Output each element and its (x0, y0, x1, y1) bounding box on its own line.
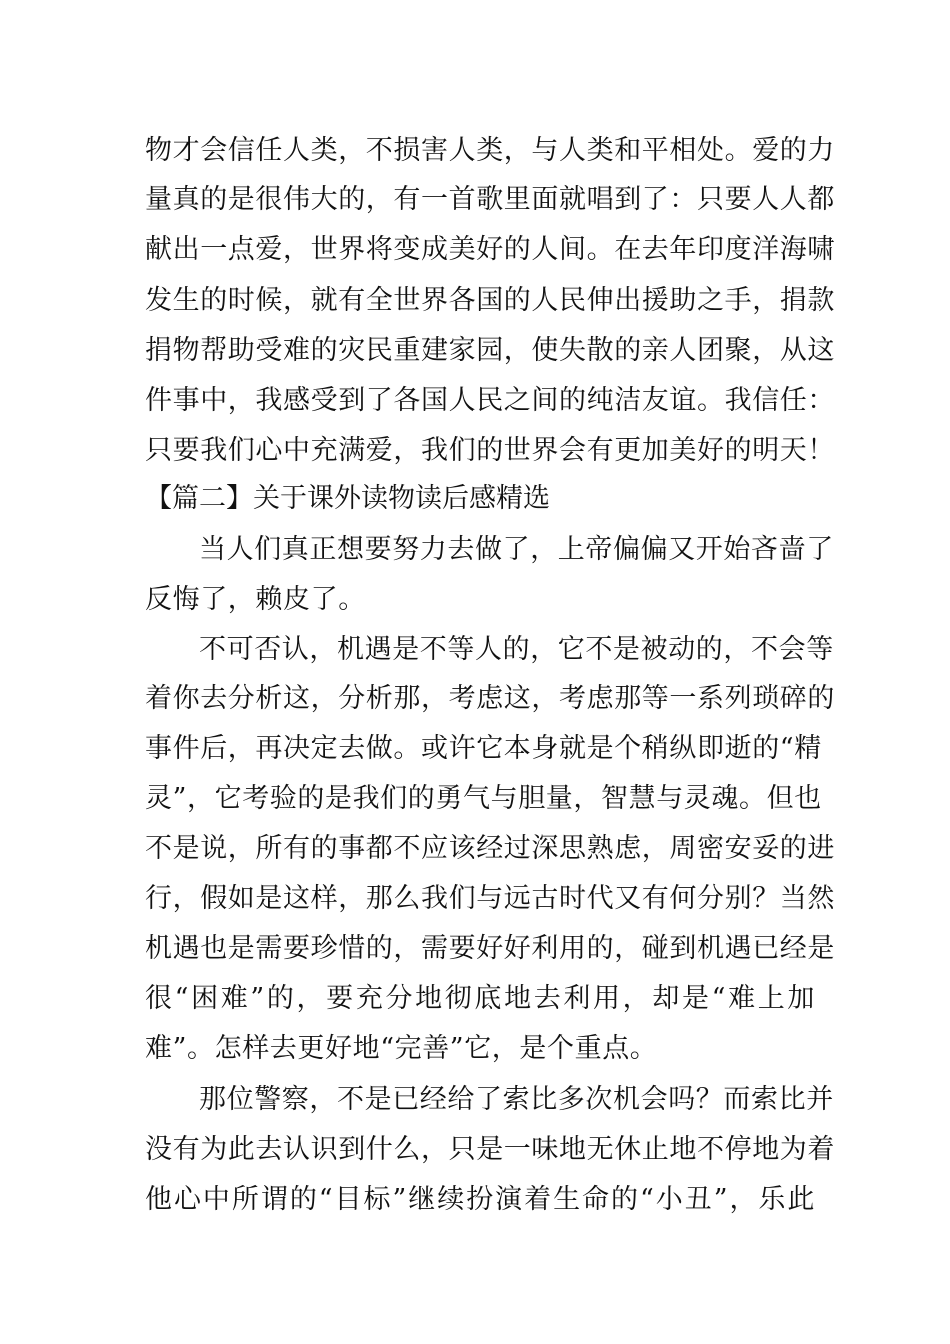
text-line: 他心中所谓的“目标”继续扮演着生命的“小丑”，乐此 (145, 1184, 815, 1215)
text-line: 着你去分析这，分析那，考虑这，考虑那等一系列琐碎的 (145, 683, 835, 714)
text-line: 捐物帮助受难的灾民重建家园，使失散的亲人团聚，从这 (145, 335, 835, 366)
text-line: 只要我们心中充满爱，我们的世界会有更加美好的明天！ (145, 435, 835, 466)
text-line: 难”。怎样去更好地“完善”它，是个重点。 (145, 1033, 658, 1064)
text-line: 灵”，它考验的是我们的勇气与胆量，智慧与灵魂。但也 (145, 783, 822, 814)
paragraph-first-line: 那位警察，不是已经给了索比多次机会吗？而索比并 (199, 1084, 834, 1115)
text-line: 献出一点爱，世界将变成美好的人间。在去年印度洋海啸 (145, 234, 835, 265)
text-line: 发生的时候，就有全世界各国的人民伸出援助之手，捐款 (145, 285, 835, 316)
text-line: 不是说，所有的事都不应该经过深思熟虑，周密安妥的进 (145, 833, 835, 864)
text-line: 没有为此去认识到什么，只是一味地无休止地不停地为着 (145, 1134, 835, 1165)
paragraph-first-line: 不可否认，机遇是不等人的，它不是被动的，不会等 (199, 634, 834, 665)
text-line: 物才会信任人类，不损害人类，与人类和平相处。爱的力 (145, 135, 835, 166)
section-heading: 【篇二】关于课外读物读后感精选 (145, 483, 550, 514)
text-line: 量真的是很伟大的，有一首歌里面就唱到了：只要人人都 (145, 184, 835, 215)
text-line: 事件后，再决定去做。或许它本身就是个稍纵即逝的“精 (145, 733, 822, 764)
text-line: 很“困难”的，要充分地彻底地去利用，却是“难上加 (145, 983, 815, 1014)
text-line: 件事中，我感受到了各国人民之间的纯洁友谊。我信任： (145, 385, 835, 416)
text-line: 反悔了，赖皮了。 (145, 584, 366, 615)
text-line: 行，假如是这样，那么我们与远古时代又有何分别？当然 (145, 883, 835, 914)
paragraph-first-line: 当人们真正想要努力去做了，上帝偏偏又开始吝啬了 (199, 534, 834, 565)
text-line: 机遇也是需要珍惜的，需要好好利用的，碰到机遇已经是 (145, 933, 835, 964)
